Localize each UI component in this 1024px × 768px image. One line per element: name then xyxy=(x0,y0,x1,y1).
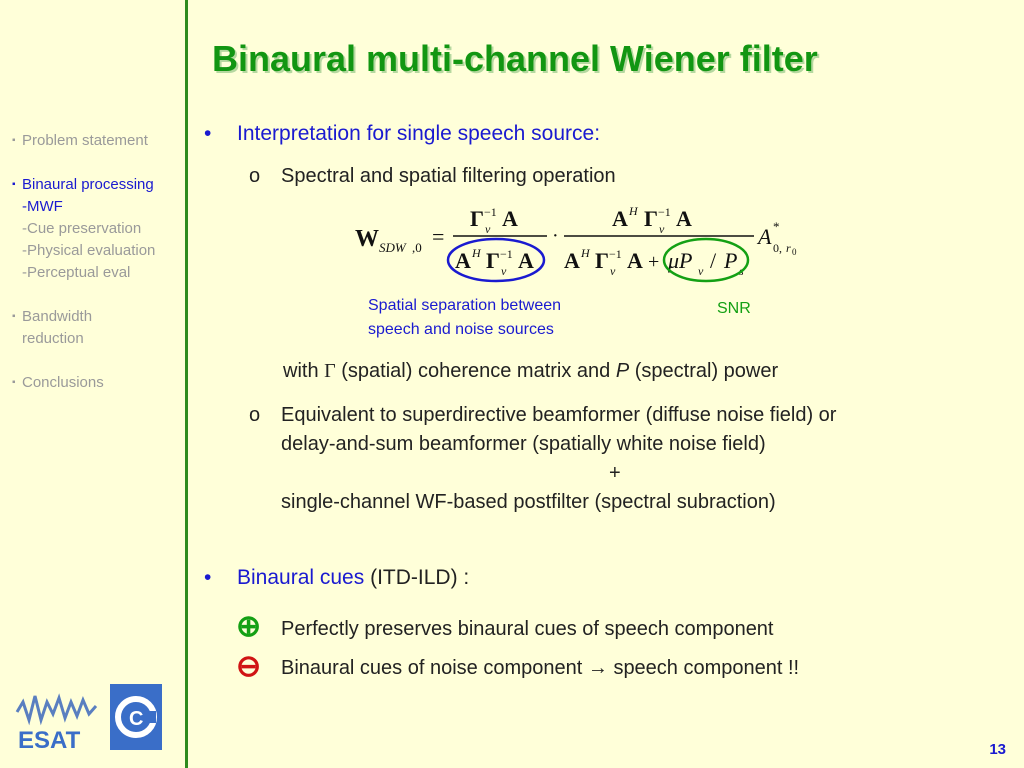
svg-text:Γ: Γ xyxy=(595,248,609,273)
svg-text:A: A xyxy=(676,206,692,231)
svg-text:Γ: Γ xyxy=(486,248,500,273)
minus-item: Binaural cues of noise component → speech component !! xyxy=(281,657,800,679)
svg-text:H: H xyxy=(629,204,638,218)
sidebar-item-label-2: reduction xyxy=(22,330,84,347)
sidebar-item-label: Conclusions xyxy=(22,374,104,391)
right-arrow-icon: → xyxy=(587,657,608,679)
svg-text:v: v xyxy=(659,222,665,236)
svg-text:H: H xyxy=(581,246,590,260)
sub-bullet-equivalent: o Equivalent to superdirective beamformer (diffuse noise field) or delay-and-sum beamformer (spatially white noise field) + single-channel WF-based postfilter (spectral subraction) xyxy=(281,401,836,517)
sub-bullet-spectral: o Spectral and spatial filtering operation xyxy=(249,165,616,187)
annotation-spatial: Spatial separation between speech and noise sources xyxy=(368,297,562,338)
svg-text:μP: μP xyxy=(668,248,693,273)
svg-text:−1: −1 xyxy=(484,205,497,219)
sidebar-item-binaural[interactable] xyxy=(12,174,184,196)
svg-text:−1: −1 xyxy=(609,247,622,261)
circle-bullet-icon: o xyxy=(249,404,261,426)
sidebar-item-label: Binaural processing xyxy=(22,176,154,193)
svg-text:−1: −1 xyxy=(500,247,513,261)
sidebar-nav xyxy=(12,130,184,394)
plus-item: Perfectly preserves binaural cues of speech component xyxy=(281,618,774,640)
with-line: with Γ (spatial) coherence matrix and P (spectral) power xyxy=(283,360,779,382)
sidebar-sub-perceptual[interactable]: -Perceptual eval xyxy=(22,264,131,281)
svg-text:A: A xyxy=(627,248,643,273)
svg-text:A: A xyxy=(502,206,518,231)
svg-text:W: W xyxy=(355,226,379,252)
sidebar-item-label: Problem statement xyxy=(22,132,148,149)
bullet-interpretation: • Interpretation for single speech source: xyxy=(204,122,601,145)
sidebar-item-label: Bandwidth xyxy=(22,308,93,325)
plus-circle-icon: ⊕ xyxy=(236,610,262,643)
svg-text:·: · xyxy=(552,225,559,247)
svg-text:0,: 0, xyxy=(773,241,782,255)
slide-title: Binaural multi-channel Wiener filter xyxy=(212,38,818,79)
svg-text:A: A xyxy=(564,248,580,273)
sidebar-sub-mwf[interactable]: -MWF xyxy=(22,198,63,215)
svg-text:−1: −1 xyxy=(658,205,671,219)
svg-text:A: A xyxy=(612,206,628,231)
svg-text:r: r xyxy=(786,241,791,255)
bullet-binaural-cues: • Binaural cues (ITD-ILD) : xyxy=(204,566,470,589)
minus-circle-icon: ⊖ xyxy=(236,650,262,683)
svg-text:,0: ,0 xyxy=(412,240,422,255)
svg-text:v: v xyxy=(501,264,507,278)
svg-text:C: C xyxy=(129,708,144,730)
bullet-icon: ▪ xyxy=(12,311,16,322)
svg-text:SDW: SDW xyxy=(379,240,406,255)
svg-text:Γ: Γ xyxy=(644,206,658,231)
esat-logo xyxy=(14,684,100,754)
svg-text:0: 0 xyxy=(792,247,797,257)
sidebar-item-problem[interactable] xyxy=(12,130,184,152)
sidebar-divider xyxy=(185,0,188,768)
svg-text:A: A xyxy=(518,248,534,273)
svg-text:ESAT: ESAT xyxy=(18,727,81,754)
annotation-snr: SNR xyxy=(717,300,751,317)
svg-text:H: H xyxy=(472,246,481,260)
svg-text:P: P xyxy=(724,248,738,273)
svg-text:v: v xyxy=(485,222,491,236)
slide-body xyxy=(200,0,1010,768)
svg-text:+: + xyxy=(648,251,660,273)
svg-text:v: v xyxy=(610,264,616,278)
svg-text:s: s xyxy=(739,264,744,278)
svg-text:Γ: Γ xyxy=(470,206,484,231)
bullet-icon: • xyxy=(204,566,212,589)
sidebar-sub-physical[interactable]: -Physical evaluation xyxy=(22,242,156,259)
sidebar-item-conclusions[interactable] xyxy=(12,372,184,394)
wiener-formula xyxy=(350,198,810,288)
svg-text:v: v xyxy=(698,264,704,278)
svg-text:A: A xyxy=(455,248,471,273)
bullet-icon: ▪ xyxy=(12,377,16,388)
svg-text:A: A xyxy=(758,224,772,249)
university-logo xyxy=(110,684,162,750)
bullet-icon: • xyxy=(204,122,212,145)
svg-text:*: * xyxy=(773,219,780,234)
sidebar-item-bandwidth[interactable] xyxy=(12,306,184,350)
sidebar-sub-cue[interactable]: -Cue preservation xyxy=(22,220,142,237)
svg-text:/: / xyxy=(710,248,717,273)
bullet-icon: ▪ xyxy=(12,179,16,190)
circle-bullet-icon: o xyxy=(249,165,261,187)
bullet-icon: ▪ xyxy=(12,135,16,146)
page-number: 13 xyxy=(989,741,1006,758)
svg-text:=: = xyxy=(432,224,445,249)
